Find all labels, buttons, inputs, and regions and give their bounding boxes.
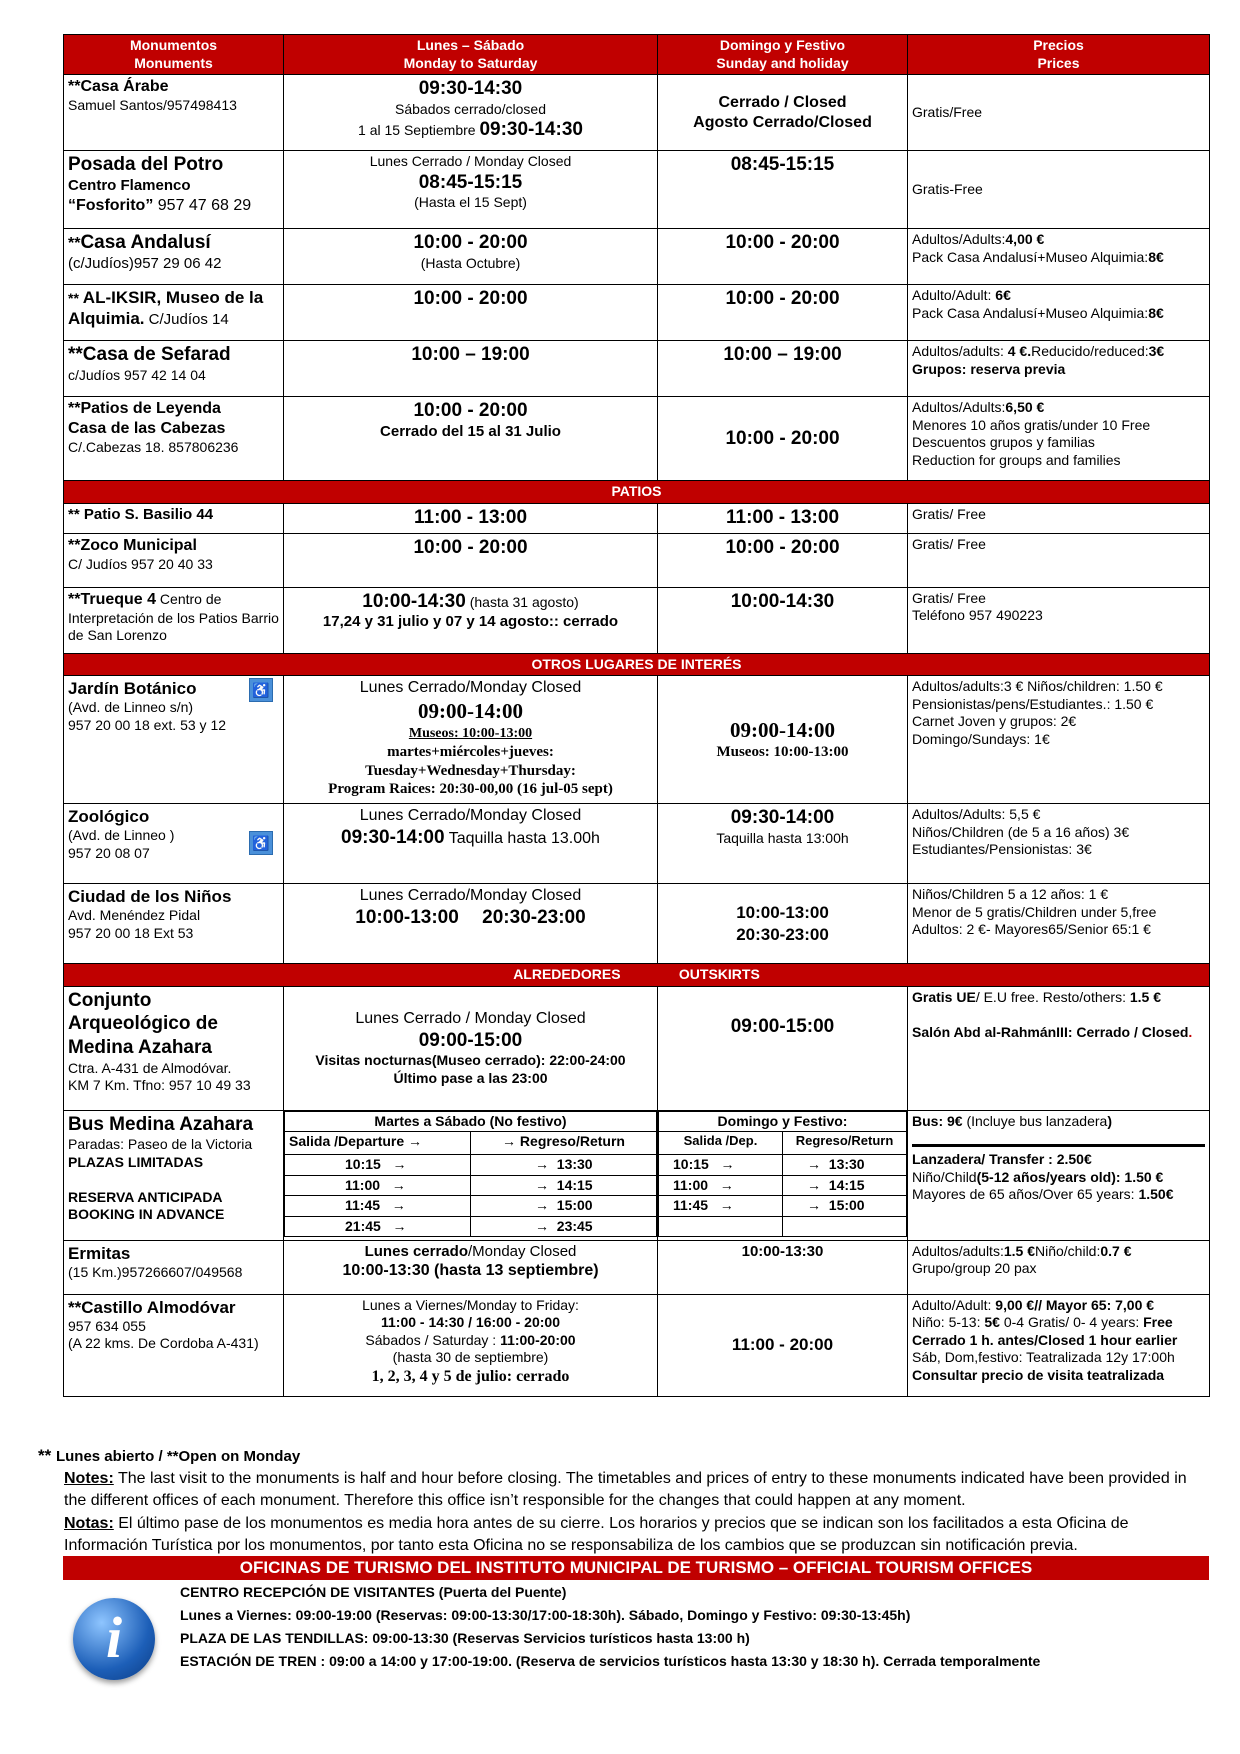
row-patio-basilio: ** Patio S. Basilio 44 11:00 - 13:00 11:00 - 13:00 Gratis/ Free bbox=[64, 503, 1210, 533]
wheelchair-icon: ♿ bbox=[249, 831, 273, 855]
office-centro-recepcion: CENTRO RECEPCIÓN DE VISITANTES (Puerta del Puente) bbox=[180, 1584, 567, 1600]
row-trueque-4: **Trueque 4 Centro de Interpretación de los Patios Barrio de San Lorenzo 10:00-14:30 (hasta 31 agosto) 17,24 y 31 julio y 07 y 14 agosto:: cerrado 10:00-14:30 Gratis/ Free Teléfono 957 490223 bbox=[64, 587, 1210, 653]
bus-weekday-table: Martes a Sábado (No festivo) Salida /Departure → → Regreso/Return 10:15 → → 13:30 11:00 → → 14:15 11:45 → → 15:00 21:45 → → 23:45 bbox=[284, 1111, 657, 1238]
row-ciudad-de-los-ninos: Ciudad de los Niños Avd. Menéndez Pidal 957 20 00 18 Ext 53 Lunes Cerrado/Monday Closed 10:00-13:00 20:30-23:00 10:00-13:00 20:30-23:00 Niños/Children 5 a 12 años: 1 € Menor de 5 gratis/Children under 5,free Adultos: 2 €- Mayores65/Senior 65:1 € bbox=[64, 884, 1210, 964]
header-monuments: Monumentos Monuments bbox=[64, 35, 284, 75]
header-mon-sat: Lunes – Sábado Monday to Saturday bbox=[284, 35, 658, 75]
header-prices: Precios Prices bbox=[908, 35, 1210, 75]
section-otros-lugares: OTROS LUGARES DE INTERÉS bbox=[64, 653, 1210, 676]
row-medina-azahara: Conjunto Arqueológico de Medina Azahara Ctra. A-431 de Almodóvar. KM 7 Km. Tfno: 957 10 49 33 Lunes Cerrado / Monday Closed 09:00-15:00 Visitas nocturnas(Museo cerrado): 22:00-24:00 Último pase a las 23:00 09:00-15:00 Gratis UE/ E.U free. Resto/others: 1.5 € Salón Abd al-RahmánIII: Cerrado / Closed. bbox=[64, 986, 1210, 1110]
row-bus-medina-azahara: Bus Medina Azahara Paradas: Paseo de la Victoria PLAZAS LIMITADAS RESERVA ANTICIPADA BOOKING IN ADVANCE Martes a Sábado (No festivo) Salida /Departure → → Regreso/Return 10:15 → → 13:30 11:00 → → 14:15 11:45 → → 15:00 21:45 → → 23:45 Domingo y Festivo: Salida /Dep. Regreso/Return 10:15 → → 13:30 11:00 → → 14:15 11:45 → → 15:00 Bus: 9€ (Incluye bus lanzadera) Lanzadera/ Transfer : 2.50€ Niño/Child(5-12 años/years old): 1.50 € Mayores de 65 años/Over 65 years: 1.50€ bbox=[64, 1110, 1210, 1240]
open-monday-note: ** Lunes abierto / **Open on Monday bbox=[38, 1446, 301, 1465]
wheelchair-icon: ♿ bbox=[249, 678, 273, 702]
row-al-iksir: ** AL-IKSIR, Museo de la Alquimia. C/Judíos 14 10:00 - 20:00 10:00 - 20:00 Adulto/Adult: 6€ Pack Casa Andalusí+Museo Alquimia:8€ bbox=[64, 285, 1210, 341]
row-ermitas: Ermitas (15 Km.)957266607/049568 Lunes cerrado/Monday Closed 10:00-13:30 (hasta 13 septiembre) 10:00-13:30 Adultos/adults:1.5 €Niño/child:0.7 € Grupo/group 20 pax bbox=[64, 1240, 1210, 1294]
row-casa-arabe: **Casa Árabe Samuel Santos/957498413 09:30-14:30 Sábados cerrado/closed 1 al 15 Septiembre 09:30-14:30 Cerrado / Closed Agosto Cerrado/Closed Gratis/Free bbox=[64, 75, 1210, 151]
bus-sunday-table: Domingo y Festivo: Salida /Dep. Regreso/Return 10:15 → → 13:30 11:00 → → 14:15 11:45 → → 15:00 bbox=[658, 1111, 907, 1237]
row-posada-del-potro: Posada del Potro Centro Flamenco “Fosforito” 957 47 68 29 Lunes Cerrado / Monday Closed 08:45-15:15 (Hasta el 15 Sept) 08:45-15:15 Gratis-Free bbox=[64, 151, 1210, 229]
row-casa-andalusi: **Casa Andalusí (c/Judíos)957 29 06 42 10:00 - 20:00 (Hasta Octubre) 10:00 - 20:00 Adultos/Adults:4,00 € Pack Casa Andalusí+Museo Alquimia:8€ bbox=[64, 229, 1210, 285]
section-patios: PATIOS bbox=[64, 481, 1210, 504]
offices-list bbox=[180, 1581, 1210, 1673]
notes-english: Notes: The last visit to the monuments is half and hour before closing. The timetables and prices of entry to these monuments indicated have been provided in the different offices of each monument. Therefore this office isn’t responsible for the changes that could happen at any moment. bbox=[64, 1469, 1187, 1510]
schedule-table bbox=[63, 34, 1210, 1397]
row-castillo-almodovar: **Castillo Almodóvar 957 634 055 (A 22 kms. De Cordoba A-431) Lunes a Viernes/Monday to Friday: 11:00 - 14:30 / 16:00 - 20:00 Sábados / Saturday : 11:00-20:00 (hasta 30 de septiembre) 1, 2, 3, 4 y 5 de julio: cerrado 11:00 - 20:00 Adulto/Adult: 9,00 €// Mayor 65: 7,00 € Niño: 5-13: 5€ 0-4 Gratis/ 0- 4 years: Free Cerrado 1 h. antes/Closed 1 hour earlier Sáb, Dom,festivo: Teatralizada 12y 17:00h Consultar precio de visita teatralizada bbox=[64, 1294, 1210, 1396]
office-centro-hours: Lunes a Viernes: 09:00-19:00 (Reservas: 09:00-13:30/17:00-18:30h). Sábado, Domingo y Festivo: 09:30-13:45h) bbox=[180, 1607, 911, 1624]
row-zoologico: Zoológico (Avd. de Linneo ) ♿ 957 20 08 07 Lunes Cerrado/Monday Closed 09:30-14:00 Taquilla hasta 13.00h 09:30-14:00 Taquilla hasta 13:00h Adultos/Adults: 5,5 € Niños/Children (de 5 a 16 años) 3€ Estudiantes/Pensionistas: 3€ bbox=[64, 804, 1210, 884]
notes-section bbox=[38, 1444, 1208, 1557]
row-casa-sefarad: **Casa de Sefarad c/Judíos 957 42 14 04 10:00 – 19:00 10:00 – 19:00 Adultos/adults: 4 €.Reducido/reduced:3€ Grupos: reserva previa bbox=[64, 341, 1210, 397]
row-patios-de-leyenda: **Patios de Leyenda Casa de las Cabezas C/.Cabezas 18. 857806236 10:00 - 20:00 Cerrado del 15 al 31 Julio 10:00 - 20:00 Adultos/Adults:6,50 € Menores 10 años gratis/under 10 Free Descuentos grupos y familias Reduction for groups and families bbox=[64, 397, 1210, 481]
office-tendillas: PLAZA DE LAS TENDILLAS: 09:00-13:30 (Reservas Servicios turísticos hasta 13:00 h) bbox=[180, 1630, 750, 1647]
offices-title-bar: OFICINAS DE TURISMO DEL INSTITUTO MUNICIPAL DE TURISMO – OFFICIAL TOURISM OFFICES bbox=[63, 1556, 1209, 1580]
notes-spanish: Notas: El último pase de los monumentos es media hora antes de su cierre. Los horarios y precios que se indican son los facilitados a esta Oficina de Información Turística por los monumentos, por tanto esta Oficina no se responsabiliza de los cambios que se produzcan sin notificación previa. bbox=[64, 1514, 1129, 1554]
office-estacion: ESTACIÓN DE TREN : 09:00 a 14:00 y 17:00-19:00. (Reserva de servicios turísticos hasta 13:30 y 18:30 h). Cerrada temporalmente bbox=[180, 1653, 1041, 1670]
section-alrededores: ALREDEDORES OUTSKIRTS bbox=[64, 964, 1210, 987]
info-icon: i bbox=[73, 1598, 155, 1680]
row-zoco-municipal: **Zoco Municipal C/ Judíos 957 20 40 33 10:00 - 20:00 10:00 - 20:00 Gratis/ Free bbox=[64, 533, 1210, 587]
header-row bbox=[64, 35, 1210, 75]
row-jardin-botanico: ♿ Jardín Botánico (Avd. de Linneo s/n) 957 20 00 18 ext. 53 y 12 Lunes Cerrado/Monday Closed 09:00-14:00 Museos: 10:00-13:00 martes+miércoles+jueves: Tuesday+Wednesday+Thursday: Program Raices: 20:30-00,00 (16 jul-05 sept) 09:00-14:00 Museos: 10:00-13:00 Adultos/adults:3 € Niños/children: 1.50 € Pensionistas/pens/Estudiantes.: 1.50 € Carnet Joven y grupos: 2€ Domingo/Sundays: 1€ bbox=[64, 676, 1210, 804]
header-sun-holiday: Domingo y Festivo Sunday and holiday bbox=[658, 35, 908, 75]
